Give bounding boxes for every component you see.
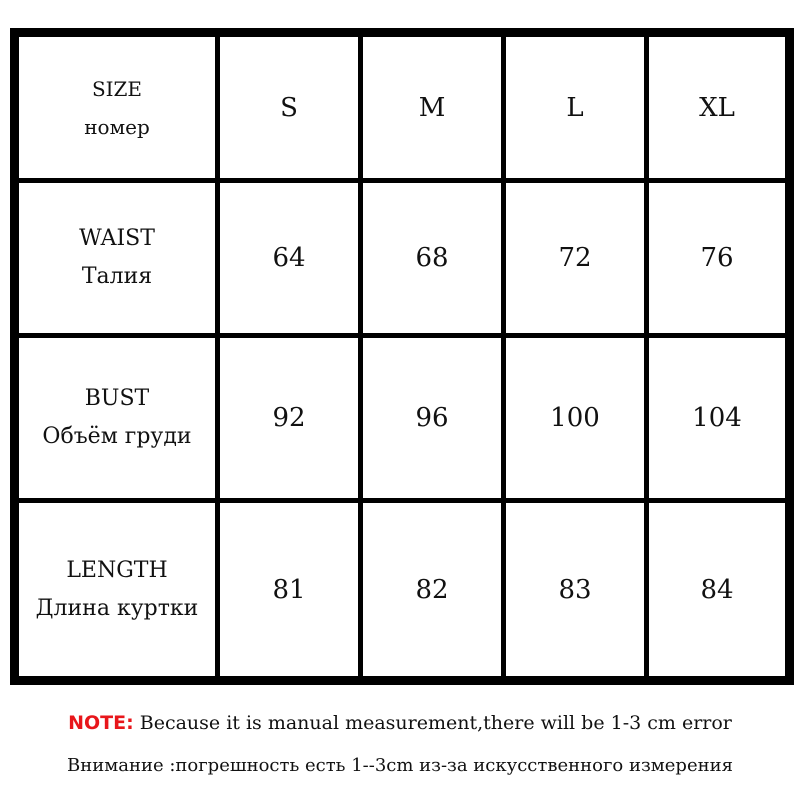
size-header-s: S (218, 33, 361, 181)
row-label-en: LENGTH (66, 557, 168, 583)
table-cell: 72 (504, 181, 647, 336)
table-cell: 68 (361, 181, 504, 336)
note-text: Because it is manual measurement,there will be 1-3 cm error (139, 712, 732, 734)
table-row-length (15, 501, 790, 681)
row-label-ru: Длина куртки (35, 595, 199, 621)
table-cell: 83 (504, 501, 647, 681)
table-cell: 92 (218, 336, 361, 501)
table-cell: 84 (647, 501, 790, 681)
table-header-row (15, 33, 790, 181)
table-cell: 76 (647, 181, 790, 336)
size-header-xl: XL (647, 33, 790, 181)
table-row-waist (15, 181, 790, 336)
size-header-m: M (361, 33, 504, 181)
size-label-cell (15, 33, 218, 181)
table-cell: 81 (218, 501, 361, 681)
row-label-ru: Объём груди (42, 424, 192, 449)
measurement-note (0, 712, 800, 734)
size-header-l: L (504, 33, 647, 181)
table-cell: 64 (218, 181, 361, 336)
row-label-cell (15, 181, 218, 336)
table-row-bust (15, 336, 790, 501)
table-cell: 104 (647, 336, 790, 501)
note-label: NOTE: (68, 712, 134, 734)
row-label-cell (15, 501, 218, 681)
row-label-en: BUST (84, 386, 150, 411)
table-cell: 100 (504, 336, 647, 501)
size-chart-table (10, 28, 794, 685)
table-cell: 82 (361, 501, 504, 681)
size-label-en: SIZE (91, 76, 143, 101)
row-label-ru: Талия (81, 264, 153, 289)
measurement-note-ru: Внимание :погрешность есть 1--3cm из-за искусственного измерения (67, 755, 733, 776)
size-label-ru: номер (84, 114, 150, 139)
row-label-cell (15, 336, 218, 501)
row-label-en: WAIST (79, 226, 155, 251)
table-cell: 96 (361, 336, 504, 501)
